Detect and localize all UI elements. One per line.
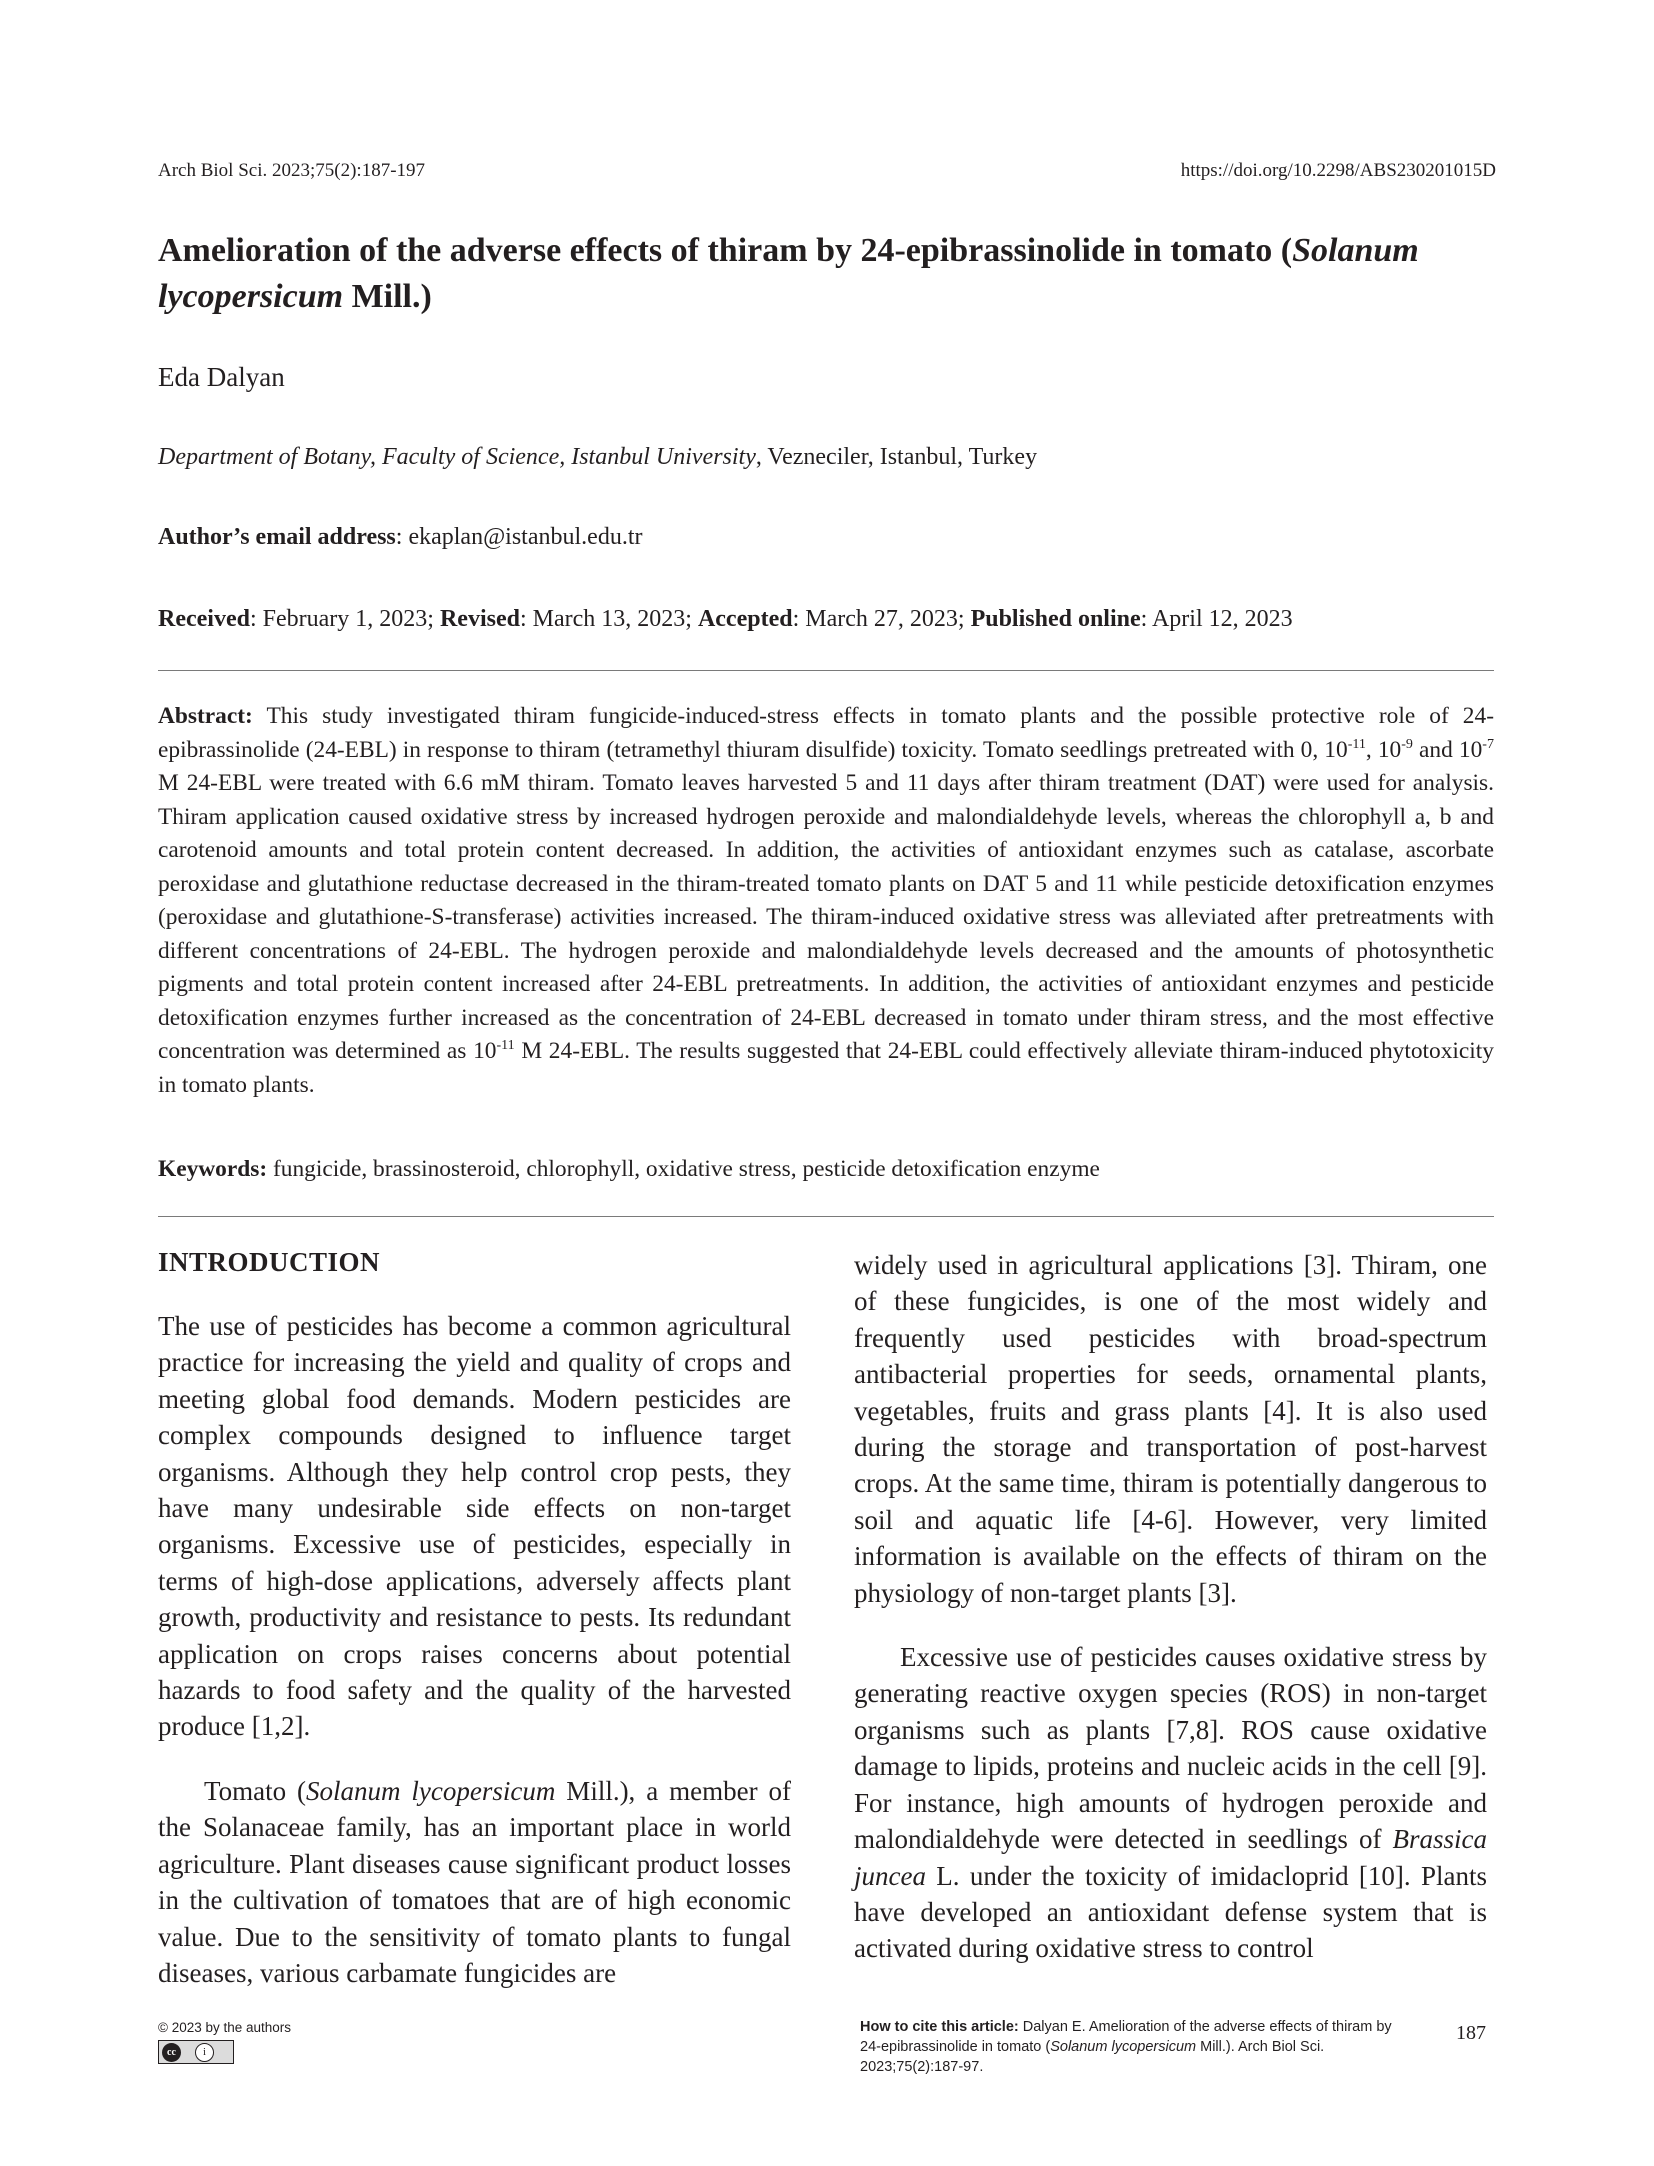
revised-label: Revised xyxy=(439,606,520,632)
title-text-end: Mill.) xyxy=(343,278,432,315)
section-heading-introduction: INTRODUCTION xyxy=(158,1247,381,1277)
abstract-text: and 10 xyxy=(1412,736,1483,763)
revised-date: : March 13, 2023; xyxy=(519,606,698,632)
cite-species: Solanum lycopersicum xyxy=(1050,2039,1197,2055)
column-right xyxy=(854,1247,1487,1967)
accepted-date: : March 27, 2023; xyxy=(792,606,971,632)
divider-bottom xyxy=(158,1216,1494,1217)
email-value[interactable]: : ekaplan@istanbul.edu.tr xyxy=(395,524,643,550)
column-left xyxy=(158,1308,791,1991)
species-name: Brassica juncea xyxy=(854,1824,1487,1891)
cite-text: Dalyan E. Amelioration of the adverse effects of thiram by 24-epibrassinolide in tomato ( xyxy=(860,2019,1392,2055)
paragraph-text: Mill.), a member of the Solanaceae family, has an important place in world agriculture. Plant diseases cause significant product losses in the cultivation of tomatoes that are of high economic value. Due to the sensitivity of tomato plants to fungal diseases, various carbamate fungicides are xyxy=(158,1775,791,1988)
author-name: Eda Dalyan xyxy=(158,362,285,392)
received-date: : February 1, 2023; xyxy=(249,606,440,632)
received-label: Received xyxy=(158,606,250,632)
abstract xyxy=(158,700,1494,1102)
paragraph-text: Tomato ( xyxy=(204,1775,307,1806)
title-species: Solanum lycopersicum xyxy=(158,232,1419,315)
doi-link[interactable]: https://doi.org/10.2298/ABS230201015D xyxy=(1180,160,1496,181)
affiliation xyxy=(158,444,1037,471)
paragraph-text: L. under the toxicity of imidacloprid [10]. Plants have developed an antioxidant defense system that is activated during oxidative stress to control xyxy=(854,1860,1487,1964)
email-label: Author’s email address xyxy=(158,524,396,550)
abstract-label: Abstract: xyxy=(158,703,253,729)
paragraph: The use of pesticides has become a common agricultural practice for increasing the yield and quality of crops and meeting global food demands. Modern pesticides are complex compounds designed to influence target organisms. Although they help control crop pests, they have many undesirable side effects on non-target organisms. Excessive use of pesticides, especially in terms of high-dose applications, adversely affects plant growth, productivity and resistance to pests. Its redundant application on crops raises concerns about potential hazards to food safety and the quality of the harvested produce [1,2]. xyxy=(158,1311,791,1742)
exponent: -11 xyxy=(496,1037,515,1054)
paragraph xyxy=(158,1773,791,1991)
exponent: -9 xyxy=(1401,735,1413,752)
how-to-cite xyxy=(860,2017,1400,2077)
keywords xyxy=(158,1156,1100,1183)
divider-top xyxy=(158,670,1494,671)
affiliation-location: , Vezneciler, Istanbul, Turkey xyxy=(755,444,1038,470)
species-name: Solanum lycopersicum xyxy=(306,1775,556,1806)
publication-dates xyxy=(158,606,1293,633)
cite-text: Mill.). Arch Biol Sci. 2023;75(2):187-97. xyxy=(860,2039,1325,2075)
exponent: -7 xyxy=(1482,735,1494,752)
title-text: Amelioration of the adverse effects of thiram by 24-epibrassinolide in tomato ( xyxy=(158,232,1293,269)
affiliation-department: Department of Botany, Faculty of Science, Istanbul University xyxy=(158,444,756,470)
journal-reference: Arch Biol Sci. 2023;75(2):187-197 xyxy=(158,160,426,181)
exponent: -11 xyxy=(1347,735,1366,752)
abstract-text: , 10 xyxy=(1365,736,1402,763)
keywords-list: fungicide, brassinosteroid, chlorophyll, oxidative stress, pesticide detoxification enzyme xyxy=(267,1156,1100,1182)
cite-label: How to cite this article: xyxy=(860,2019,1019,2035)
abstract-text: M 24-EBL. The results suggested that 24-EBL could effectively alleviate thiram-induced phytotoxicity in tomato plants. xyxy=(158,1038,1494,1098)
paragraph: widely used in agricultural applications [3]. Thiram, one of these fungicides, is one of the most widely and frequently used pesticides with broad-spectrum antibacterial properties for seeds, ornamental plants, vegetables, fruits and grass plants [4]. It is also used during the storage and transportation of post-harvest crops. At the same time, thiram is potentially dangerous to soil and aquatic life [4-6]. However, very limited information is available on the effects of thiram on the physiology of non-target plants [3]. xyxy=(854,1250,1487,1608)
published-date: : April 12, 2023 xyxy=(1140,606,1293,632)
author-email xyxy=(158,524,642,551)
attribution-icon: i xyxy=(195,2043,214,2062)
cc-license-badge[interactable] xyxy=(158,2040,234,2064)
keywords-label: Keywords: xyxy=(158,1156,268,1182)
paragraph-text: Excessive use of pesticides causes oxidative stress by generating reactive oxygen species (ROS) in non-target organisms such as plants [7,8]. ROS cause oxidative damage to lipids, proteins and nucleic acids in the cell [9]. For instance, high amounts of hydrogen peroxide and malondialdehyde were detected in seedlings of xyxy=(854,1642,1487,1855)
page-number: 187 xyxy=(1456,2022,1486,2044)
paper-title xyxy=(158,228,1498,320)
abstract-text: This study investigated thiram fungicide-induced-stress effects in tomato plants and the possible protective role of 24-epibrassinolide (24-EBL) in response to thiram (tetramethyl thiuram disulfide) toxicity. Tomato seedlings pretreated with 0, 10 xyxy=(158,703,1494,763)
copyright-notice: © 2023 by the authors xyxy=(158,2020,292,2035)
paragraph xyxy=(854,1639,1487,1967)
accepted-label: Accepted xyxy=(697,606,793,632)
abstract-text: M 24-EBL were treated with 6.6 mM thiram. Tomato leaves harvested 5 and 11 days after thiram treatment (DAT) were used for analysis. Thiram application caused oxidative stress by increased hydrogen peroxide and malondialdehyde levels, whereas the chlorophyll a, b and carotenoid amounts and total protein content decreased. In addition, the activities of antioxidant enzymes such as catalase, ascorbate peroxidase and glutathione reductase decreased in the thiram-treated tomato plants on DAT 5 and 11 while pesticide detoxification enzymes (peroxidase and glutathione-S-transferase) activities increased. The thiram-induced oxidative stress was alleviated after pretreatments with different concentrations of 24-EBL. The hydrogen peroxide and malondialdehyde levels decreased and the amounts of photosynthetic pigments and total protein content increased after 24-EBL pretreatments. In addition, the activities of antioxidant enzymes and pesticide detoxification enzymes further increased as the concentration of 24-EBL decreased in tomato under thiram stress, and the most effective concentration was determined as 10 xyxy=(158,770,1494,1064)
published-label: Published online xyxy=(970,606,1141,632)
cc-icon: cc xyxy=(162,2043,181,2062)
